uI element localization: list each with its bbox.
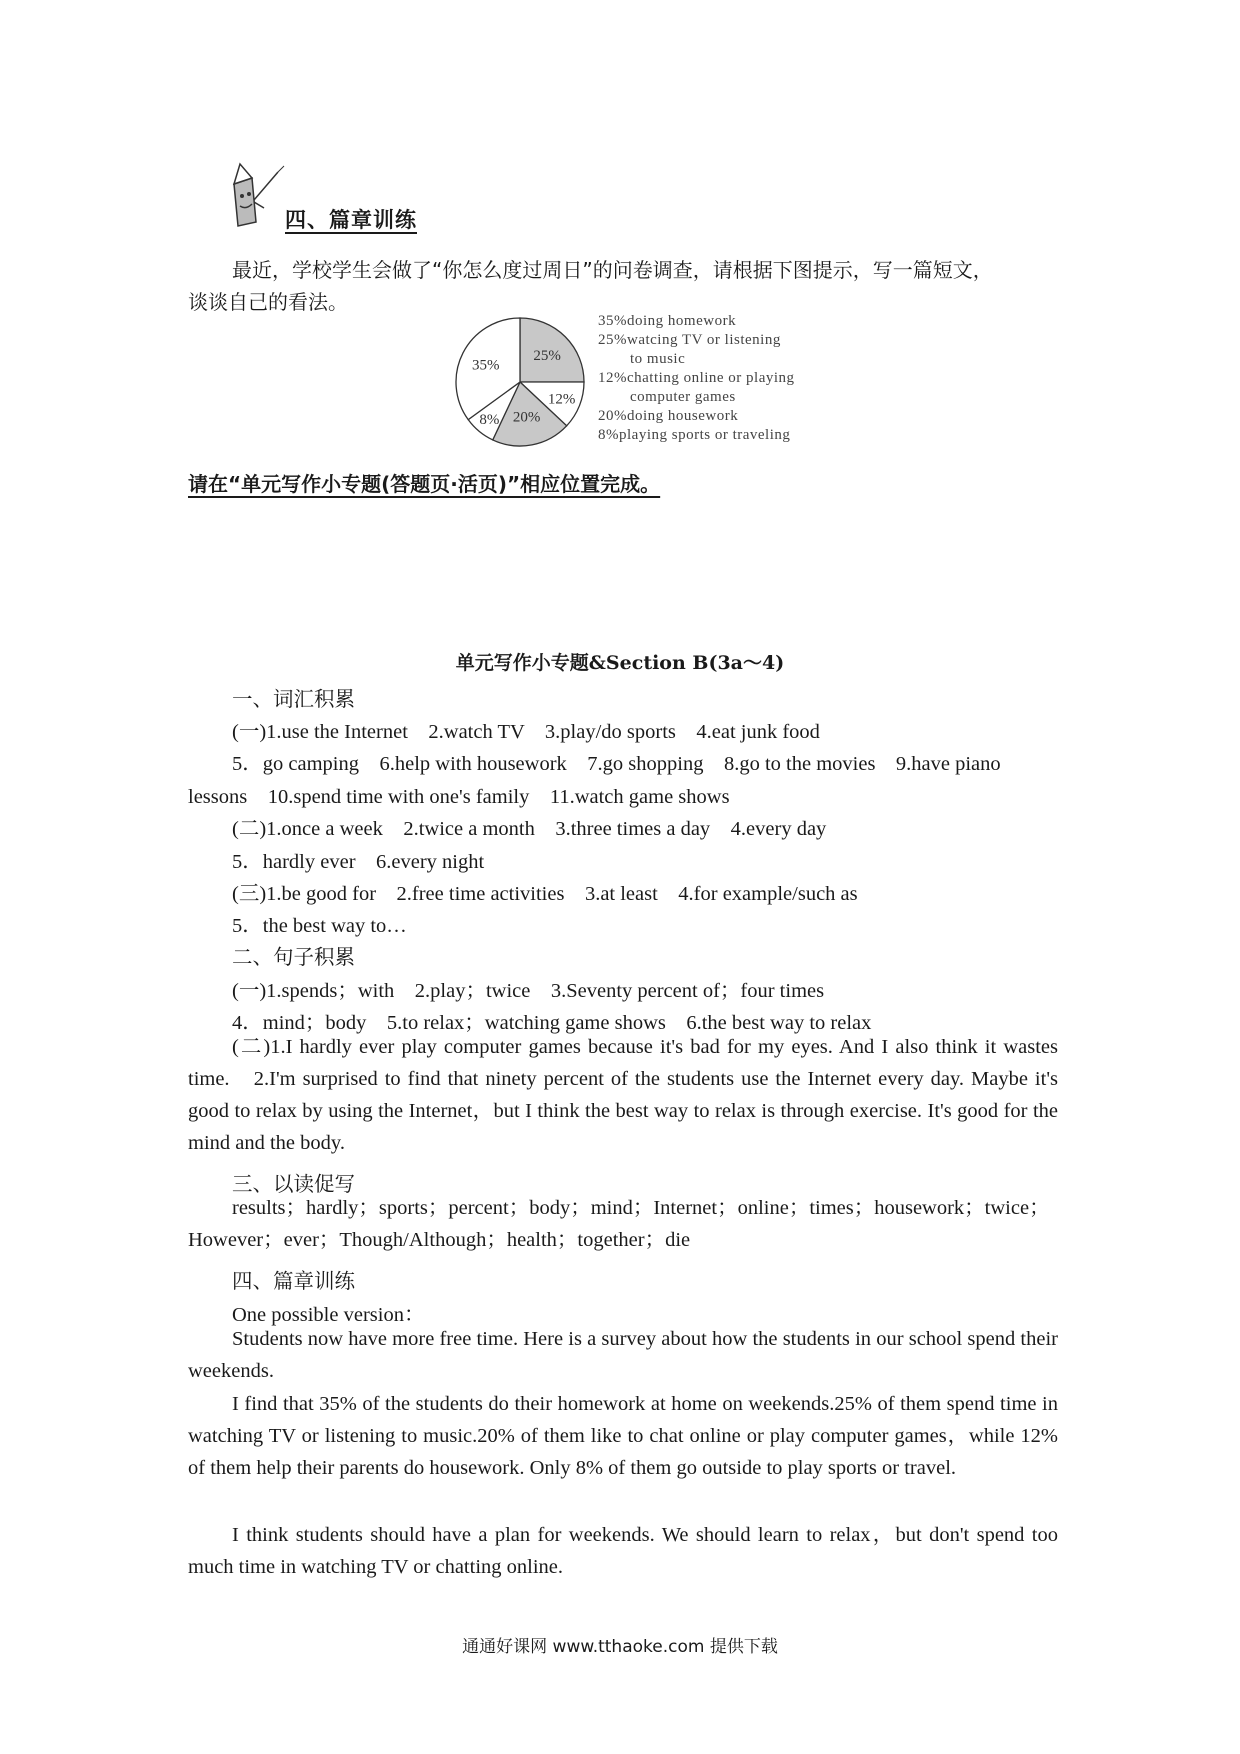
vocab-line-4: (二)1.once a week 2.twice a month 3.three times a day 4.every day bbox=[232, 818, 827, 840]
read-write-heading: 三、以读促写 bbox=[232, 1172, 355, 1196]
pie-slice-label: 25% bbox=[533, 347, 561, 364]
pie-slice-label: 20% bbox=[512, 409, 541, 426]
pie-slice-label: 12% bbox=[547, 391, 576, 408]
legend-item-tv-cont: to music bbox=[630, 351, 686, 367]
vocab-heading: 一、词汇积累 bbox=[232, 687, 355, 711]
prompt-text-cont: 谈谈自己的看法。 bbox=[188, 290, 348, 314]
essay-paragraph-2: I find that 35% of the students do their homework at home on weekends.25% of them spend time in watching TV or listening to music.20% of them like to chat online or play computer games，while 12% of them help their parents do housework. Only 8% of them go outside to play sports or travel. bbox=[188, 1393, 1058, 1479]
sentence-line-1: (一)1.spends；with 2.play；twice 3.Seventy percent of；four times bbox=[232, 980, 825, 1002]
legend-item-online-cont: computer games bbox=[630, 389, 736, 405]
essay-paragraph-1: Students now have more free time. Here is a survey about how the students in our school spend their weekends. bbox=[188, 1328, 1058, 1382]
survey-pie-chart bbox=[450, 312, 590, 452]
pencil-mascot-icon bbox=[226, 162, 288, 228]
legend-item-housework: 20%doing housework bbox=[598, 408, 739, 424]
answers-title: 单元写作小专题&Section B(3a～4) bbox=[455, 652, 785, 674]
pie-slice-label: 35% bbox=[472, 357, 500, 374]
vocab-line-7: 5．the best way to… bbox=[232, 915, 407, 937]
essay-paragraph-3: I think students should have a plan for weekends. We should learn to relax，but don't spend too much time in watching TV or chatting online. bbox=[188, 1524, 1058, 1578]
footer-text: 通通好课网 www.tthaoke.com 提供下载 bbox=[462, 1637, 778, 1657]
instruction-text: 请在“单元写作小专题(答题页·活页)”相应位置完成。 bbox=[188, 472, 661, 496]
read-write-answers: results；hardly；sports；percent；body；mind；Internet；online；times；housework；twice；However；ever；Though/Although；health；together；die bbox=[188, 1197, 1050, 1251]
essay-heading: 四、篇章训练 bbox=[232, 1269, 355, 1293]
vocab-line-3: lessons 10.spend time with one's family 11.watch game shows bbox=[188, 786, 730, 808]
pie-slice-label: 8% bbox=[479, 411, 500, 428]
prompt-text: 最近，学校学生会做了“你怎么度过周日”的问卷调查，请根据下图提示，写一篇短文， bbox=[232, 258, 993, 282]
sentence-heading: 二、句子积累 bbox=[232, 945, 355, 969]
legend-item-tv: 25%watcing TV or listening bbox=[598, 332, 781, 348]
pie-legend bbox=[598, 312, 795, 445]
sentence-paragraph: (二)1.I hardly ever play computer games because it's bad for my eyes. And I also think it wastes time. 2.I'm surprised to find that ninety percent of the students use the Internet every day. Maybe it's good to relax by using the Internet，but I think the best way to relax is through exercise. It's good for the mind and the body. bbox=[188, 1036, 1058, 1154]
section-heading: 四、篇章训练 bbox=[285, 208, 417, 232]
sentence-line-2: 4．mind；body 5.to relax；watching game shows 6.the best way to relax bbox=[232, 1012, 872, 1034]
legend-item-online: 12%chatting online or playing bbox=[598, 370, 795, 386]
vocab-line-2: 5．go camping 6.help with housework 7.go shopping 8.go to the movies 9.have piano bbox=[232, 753, 1001, 775]
essay-intro: One possible version： bbox=[232, 1304, 425, 1326]
vocab-line-1: (一)1.use the Internet 2.watch TV 3.play/do sports 4.eat junk food bbox=[232, 721, 820, 743]
vocab-line-6: (三)1.be good for 2.free time activities 3.at least 4.for example/such as bbox=[232, 883, 858, 905]
vocab-line-5: 5．hardly ever 6.every night bbox=[232, 851, 485, 873]
legend-item-sports: 8%playing sports or traveling bbox=[598, 427, 791, 443]
legend-item-homework: 35%doing homework bbox=[598, 313, 737, 329]
